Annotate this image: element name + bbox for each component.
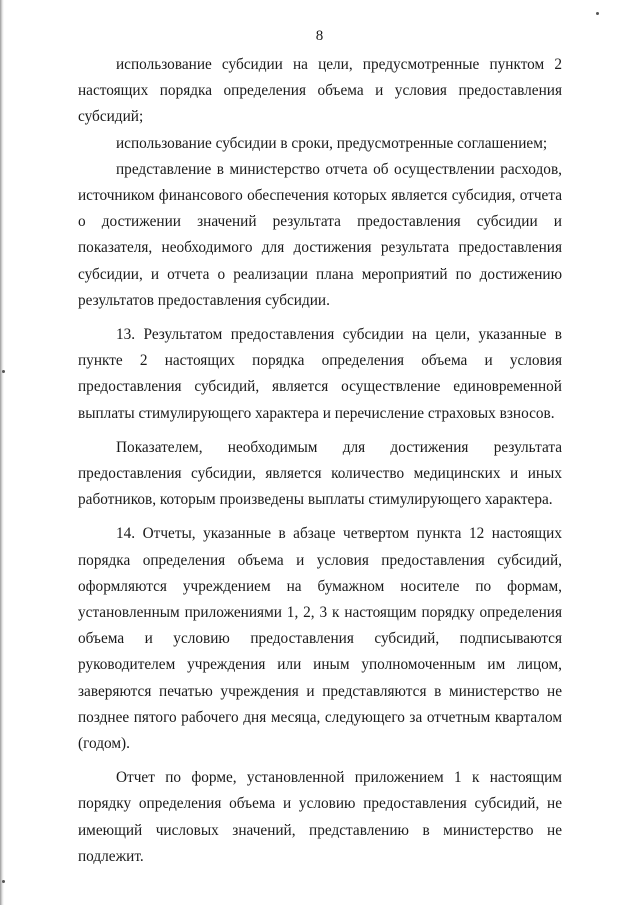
paragraph-report-submission: представление в министерство отчета об осуществлении расходов, источником финансового обеспечения которых является субсидия, отчета о достижении значений результата предоставления субсидии и показателя, необходимого для достижения результата предоставления субсидии, и отчета о реализации плана мероприятий по достижению результатов предоставления субсидии. — [78, 160, 562, 309]
paragraph-deadline-use: использование субсидии в сроки, предусмотренные соглашением; — [116, 134, 548, 152]
paragraph-indicator: Показателем, необходимым для достижения результата предоставления субсидии, является количество медицинских и иных работников, которым произведены выплаты стимулирующего характера. — [78, 438, 562, 509]
scan-speck — [2, 880, 5, 883]
scan-speck — [2, 370, 5, 373]
paragraph-clause-14-reports: 14. Отчеты, указанные в абзаце четвертом пункта 12 настоящих порядка определения объема и условия предоставления субсидий, оформляются учреждением на бумажном носителе по формам, установленным приложениями 1, 2, 3 к настоящим порядку определения объема и условию предоставления субсидий, подписываются руководителем учреждения или иным уполномоченным им лицом, заверяются печатью учреждения и представляются в министерство не позднее пятого рабочего дня месяца, следующего за отчетным кварталом (годом). — [78, 525, 562, 753]
page-number: 8 — [315, 28, 324, 44]
paragraph-report-form-1: Отчет по форме, установленной приложением 1 к настоящим порядку определения объема и условию предоставления субсидий, не имеющий числовых значений, представлению в министерство не подлежит. — [78, 769, 562, 865]
scan-edge — [0, 0, 4, 905]
paragraph-purpose-use: использование субсидии на цели, предусмотренные пунктом 2 настоящих порядка определения объема и условия предоставления субсидий; — [78, 56, 562, 126]
document-body — [78, 52, 562, 870]
paragraph-clause-13-result: 13. Результатом предоставления субсидии на цели, указанные в пункте 2 настоящих порядка определения объема и условия предоставления субсидий, является осуществление единовременной выплаты стимулирующего характера и перечисление страховых взносов. — [78, 326, 562, 422]
scan-speck — [596, 12, 599, 15]
